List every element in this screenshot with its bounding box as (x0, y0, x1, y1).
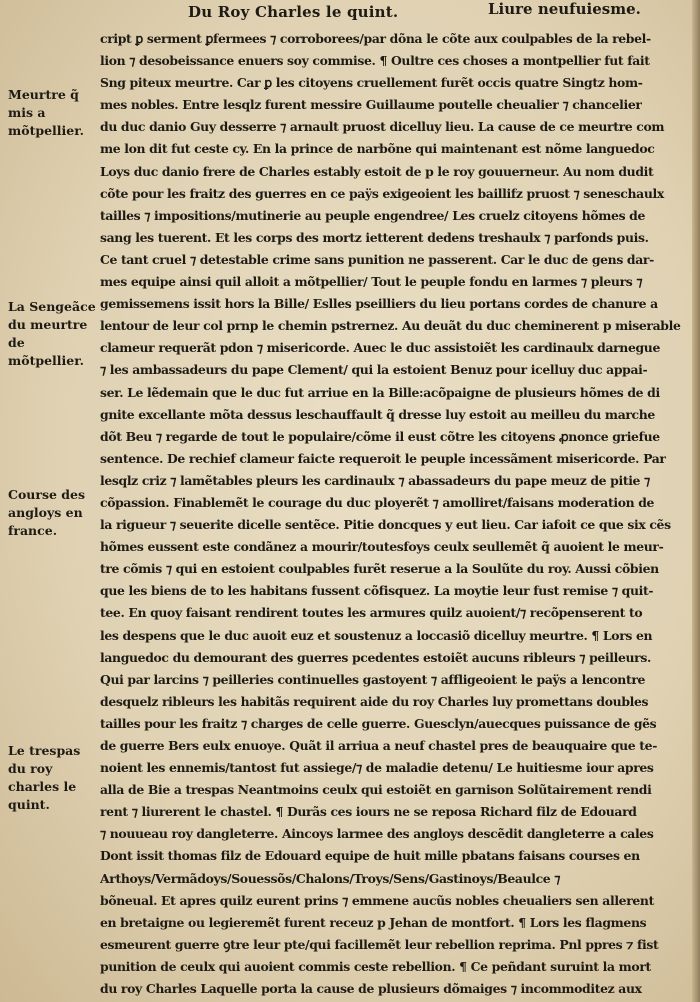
text-line: clameur requerãt pdon ⁊ misericorde. Auec le duc assistoiẽt les cardinaulx darnegue (100, 340, 660, 356)
text-line: ⁊ nouueau roy dangleterre. Aincoys larmee des angloys descẽdit dangleterre a cales (100, 826, 654, 842)
text-line: ⁊ les ambassadeurs du pape Clement/ qui la estoient Benuz pour icelluy duc appai‑ (100, 362, 648, 378)
text-line: cõpassion. Finablemẽt le courage du duc ployerẽt ⁊ amolliret/faisans moderation de (100, 494, 655, 510)
text-line: sentence. De rechief clameur faicte requeroit le peuple incessãment misericorde. Par (100, 450, 666, 466)
text-line: alla de Bie a trespas Neantmoins ceulx qui estoiẽt en garnison Solũtairement rendi (100, 782, 652, 798)
text-line: du roy Charles Laquelle porta la cause de plusieurs dõmaiges ⁊ incommoditez aux (100, 981, 642, 997)
text-line: les despens que le duc auoit euz et soustenuz a loccasiõ dicelluy meurtre. ¶ Lors en (100, 627, 653, 643)
margin-note-meurtre: Meurtre q̃ mis a mõtpellier. (8, 87, 85, 138)
text-line: lion ⁊ desobeissance enuers soy commise. ¶ Oultre ces choses a montpellier fut fait (100, 53, 650, 69)
text-line: dõt Beu ⁊ regarde de tout le populaire/cõme il eust cõtre les citoyens ꝓnonce griefue (100, 428, 660, 444)
text-line: lentour de leur col prnp le chemin pstrernez. Au deuãt du duc cheminerent p miserable (100, 318, 681, 334)
text-line: me lon dit fut ceste cy. En la prince de narbõne qui maintenant est nõme languedoc (100, 141, 655, 157)
text-line: que les biens de to les habitans fussent cõfisquez. La moytie leur fust remise ⁊ quit‑ (100, 583, 654, 599)
text-line: punition de ceulx qui auoient commis ceste rebellion. ¶ Ce peñdant suruint la mort (100, 958, 651, 974)
text-line: Ce tant cruel ⁊ detestable crime sans punition ne passerent. Car le duc de gens dar‑ (100, 251, 654, 267)
text-line: de guerre Bers eulx enuoye. Quãt il arriua a neuf chastel pres de beauquaire que te‑ (100, 738, 657, 753)
text-line: Dont issit thomas filz de Edouard equipe de huit mille pbatans faisans courses en (100, 848, 640, 864)
text-line: cõte pour les fraitz des guerres en ce paÿs exigeoient les baillifz pruost ⁊ seneschaulx (100, 185, 664, 201)
text-line: mes equipe ainsi quil alloit a mõtpellier/ Tout le peuple fondu en larmes ⁊ pleurs ⁊ (100, 274, 643, 290)
text-line: hõmes eussent este condãnez a mourir/toutesfoys ceulx seullemẽt q̃ auoient le meur‑ (100, 539, 664, 555)
text-line: Qui par larcins ⁊ peilleries continuelles gastoyent ⁊ affligeoient le paÿs a lencontre (100, 671, 646, 687)
text-line: Sng piteux meurtre. Car ꝑ les citoyens cruellement furẽt occis quatre Singtz hom‑ (100, 75, 643, 91)
folio-title: Liure neufuiesme. (488, 0, 641, 18)
text-line: lesqlz criz ⁊ lamẽtables pleurs les cardinaulx ⁊ abassadeurs du pape meuz de pitie ⁊ (100, 472, 650, 488)
margin-note-trespas: Le trespas du roy charles le quint. (8, 743, 81, 812)
text-line: Arthoys/Vermãdoys/Souessõs/Chalons/Troys/Sens/Gastinoys/Beaulce ⁊ (100, 870, 561, 886)
text-line: noient les ennemis/tantost fut assiege/⁊ de maladie detenu/ Le huitiesme iour apres (100, 760, 654, 776)
margin-note-vengeance: La Sengeãce du meurtre de mõtpellier. (8, 299, 96, 368)
text-line: bõneual. Et apres quilz eurent prins ⁊ emmene aucũs nobles cheualiers sen allerent (100, 892, 654, 908)
text-line: ser. Le lẽdemain que le duc fut arriue en la Bille:acõpaigne de plusieurs hõmes de di (100, 384, 660, 400)
page-header (0, 0, 700, 26)
margin-note-course: Course des angloys en france. (8, 487, 86, 538)
text-line: tee. En quoy faisant rendirent toutes les armures quilz auoient/⁊ recõpenserent to (100, 605, 643, 621)
text-line: en bretaigne ou legieremẽt furent receuz p Jehan de montfort. ¶ Lors les flagmens (100, 914, 647, 930)
text-line: rent ⁊ liurerent le chastel. ¶ Durãs ces iours ne se reposa Richard filz de Edouard (100, 804, 637, 820)
text-line: languedoc du demourant des guerres pcedentes estoiẽt aucuns ribleurs ⁊ peilleurs. (100, 649, 651, 665)
text-line: tailles pour les fraitz ⁊ charges de celle guerre. Guesclyn/auecques puissance de gẽs (100, 715, 657, 731)
text-line: Loys duc danio frere de Charles estably estoit de p le roy gouuerneur. Au nom dudit (100, 163, 654, 179)
text-line: tailles ⁊ impositions/mutinerie au peuple engendree/ Les cruelz citoyens hõmes de (100, 207, 646, 223)
running-head: Du Roy Charles le quint. (188, 3, 399, 21)
text-line: gemissemens issit hors la Bille/ Eslles pseilliers du lieu portans cordes de chanure a (100, 296, 658, 312)
text-line: tre cõmis ⁊ qui en estoient coulpables furẽt reserue a la Soulũte du roy. Aussi cõbien (100, 561, 659, 577)
text-line: mes nobles. Entre lesqlz furent messire Guillaume poutelle cheualier ⁊ chancelier (100, 97, 642, 113)
text-line: cript ꝑ serment ꝑfermees ⁊ corroborees/par dõna le cõte aux coulpables de la rebel‑ (100, 31, 651, 46)
body-text (100, 28, 681, 997)
text-line: du duc danio Guy desserre ⁊ arnault pruost dicelluy lieu. La cause de ce meurtre com (100, 119, 665, 135)
page-edge (692, 0, 700, 1002)
text-line: sang les tuerent. Et les corps des mortz ietterent dedens treshaulx ⁊ parfonds puis. (100, 229, 649, 245)
text-line: la rigueur ⁊ seuerite dicelle sentẽce. Pitie doncques y eut lieu. Car iafoit ce que six cẽs (100, 517, 671, 533)
text-line: desquelz ribleurs les habitãs requirent aide du roy Charles luy promettans doubles (100, 693, 649, 709)
text-line: gnite excellante mõta dessus leschauffault q̃ dresse luy estoit au meilleu du marche (100, 406, 655, 422)
text-line: esmeurent guerre ꝯtre leur pte/qui facillemẽt leur rebellion reprima. Pnl ppres ⁊ fist (100, 936, 659, 952)
